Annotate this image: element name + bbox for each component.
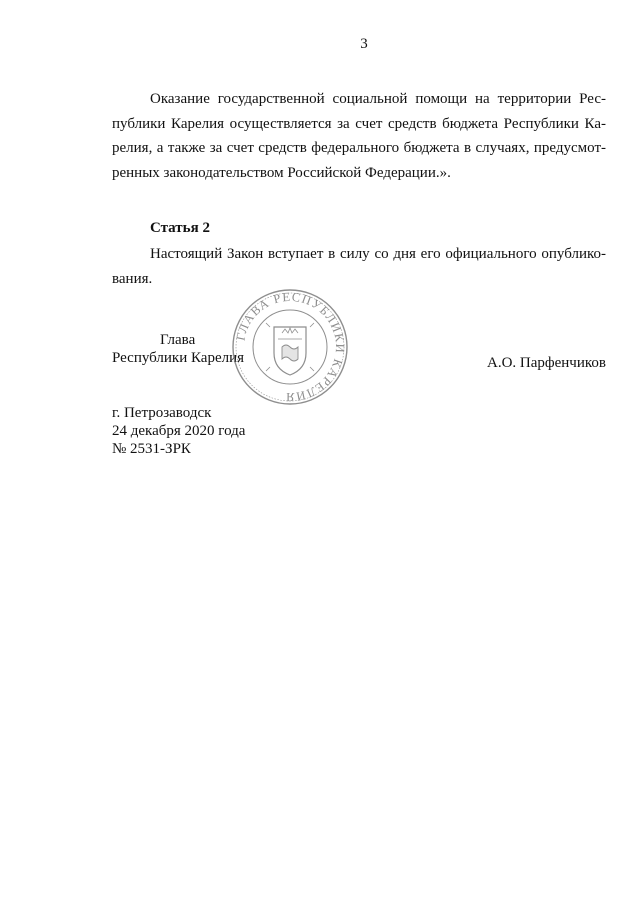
paragraph-line: ренных законодательством Российской Федерации.».: [112, 164, 451, 181]
paragraph-line: релия, а также за счет средств федерального бюджета в случаях, предусмот-: [112, 140, 606, 156]
paragraph-line: вания.: [112, 270, 153, 287]
paragraph-line: публики Карелия осуществляется за счет средств бюджета Республики Ка-: [112, 115, 606, 132]
signing-date: 24 декабря 2020 года: [112, 423, 246, 439]
paragraph-social-assistance: [112, 87, 606, 185]
paragraph-line: Настоящий Закон вступает в силу со дня его официального опублико-: [150, 246, 606, 262]
city: г. Петрозаводск: [112, 405, 212, 421]
article-heading: Статья 2: [150, 220, 210, 236]
svg-text:ГЛАВА РЕСПУБЛИКИ КАРЕЛИЯ: ГЛАВА РЕСПУБЛИКИ КАРЕЛИЯ: [233, 289, 348, 405]
paragraph-line: Оказание государственной социальной помощи на территории Рес-: [150, 91, 606, 107]
place-date-block: [112, 404, 245, 458]
signatory-title-line2: Республики Карелия: [112, 350, 245, 366]
official-seal-stamp: [230, 287, 350, 407]
signatory-title-line1: Глава: [160, 332, 196, 348]
page-number: 3: [360, 36, 368, 52]
signatory-name: А.О. Парфенчиков: [487, 355, 606, 371]
law-number: № 2531-ЗРК: [112, 441, 191, 457]
paragraph-entry-into-force: [112, 242, 606, 291]
